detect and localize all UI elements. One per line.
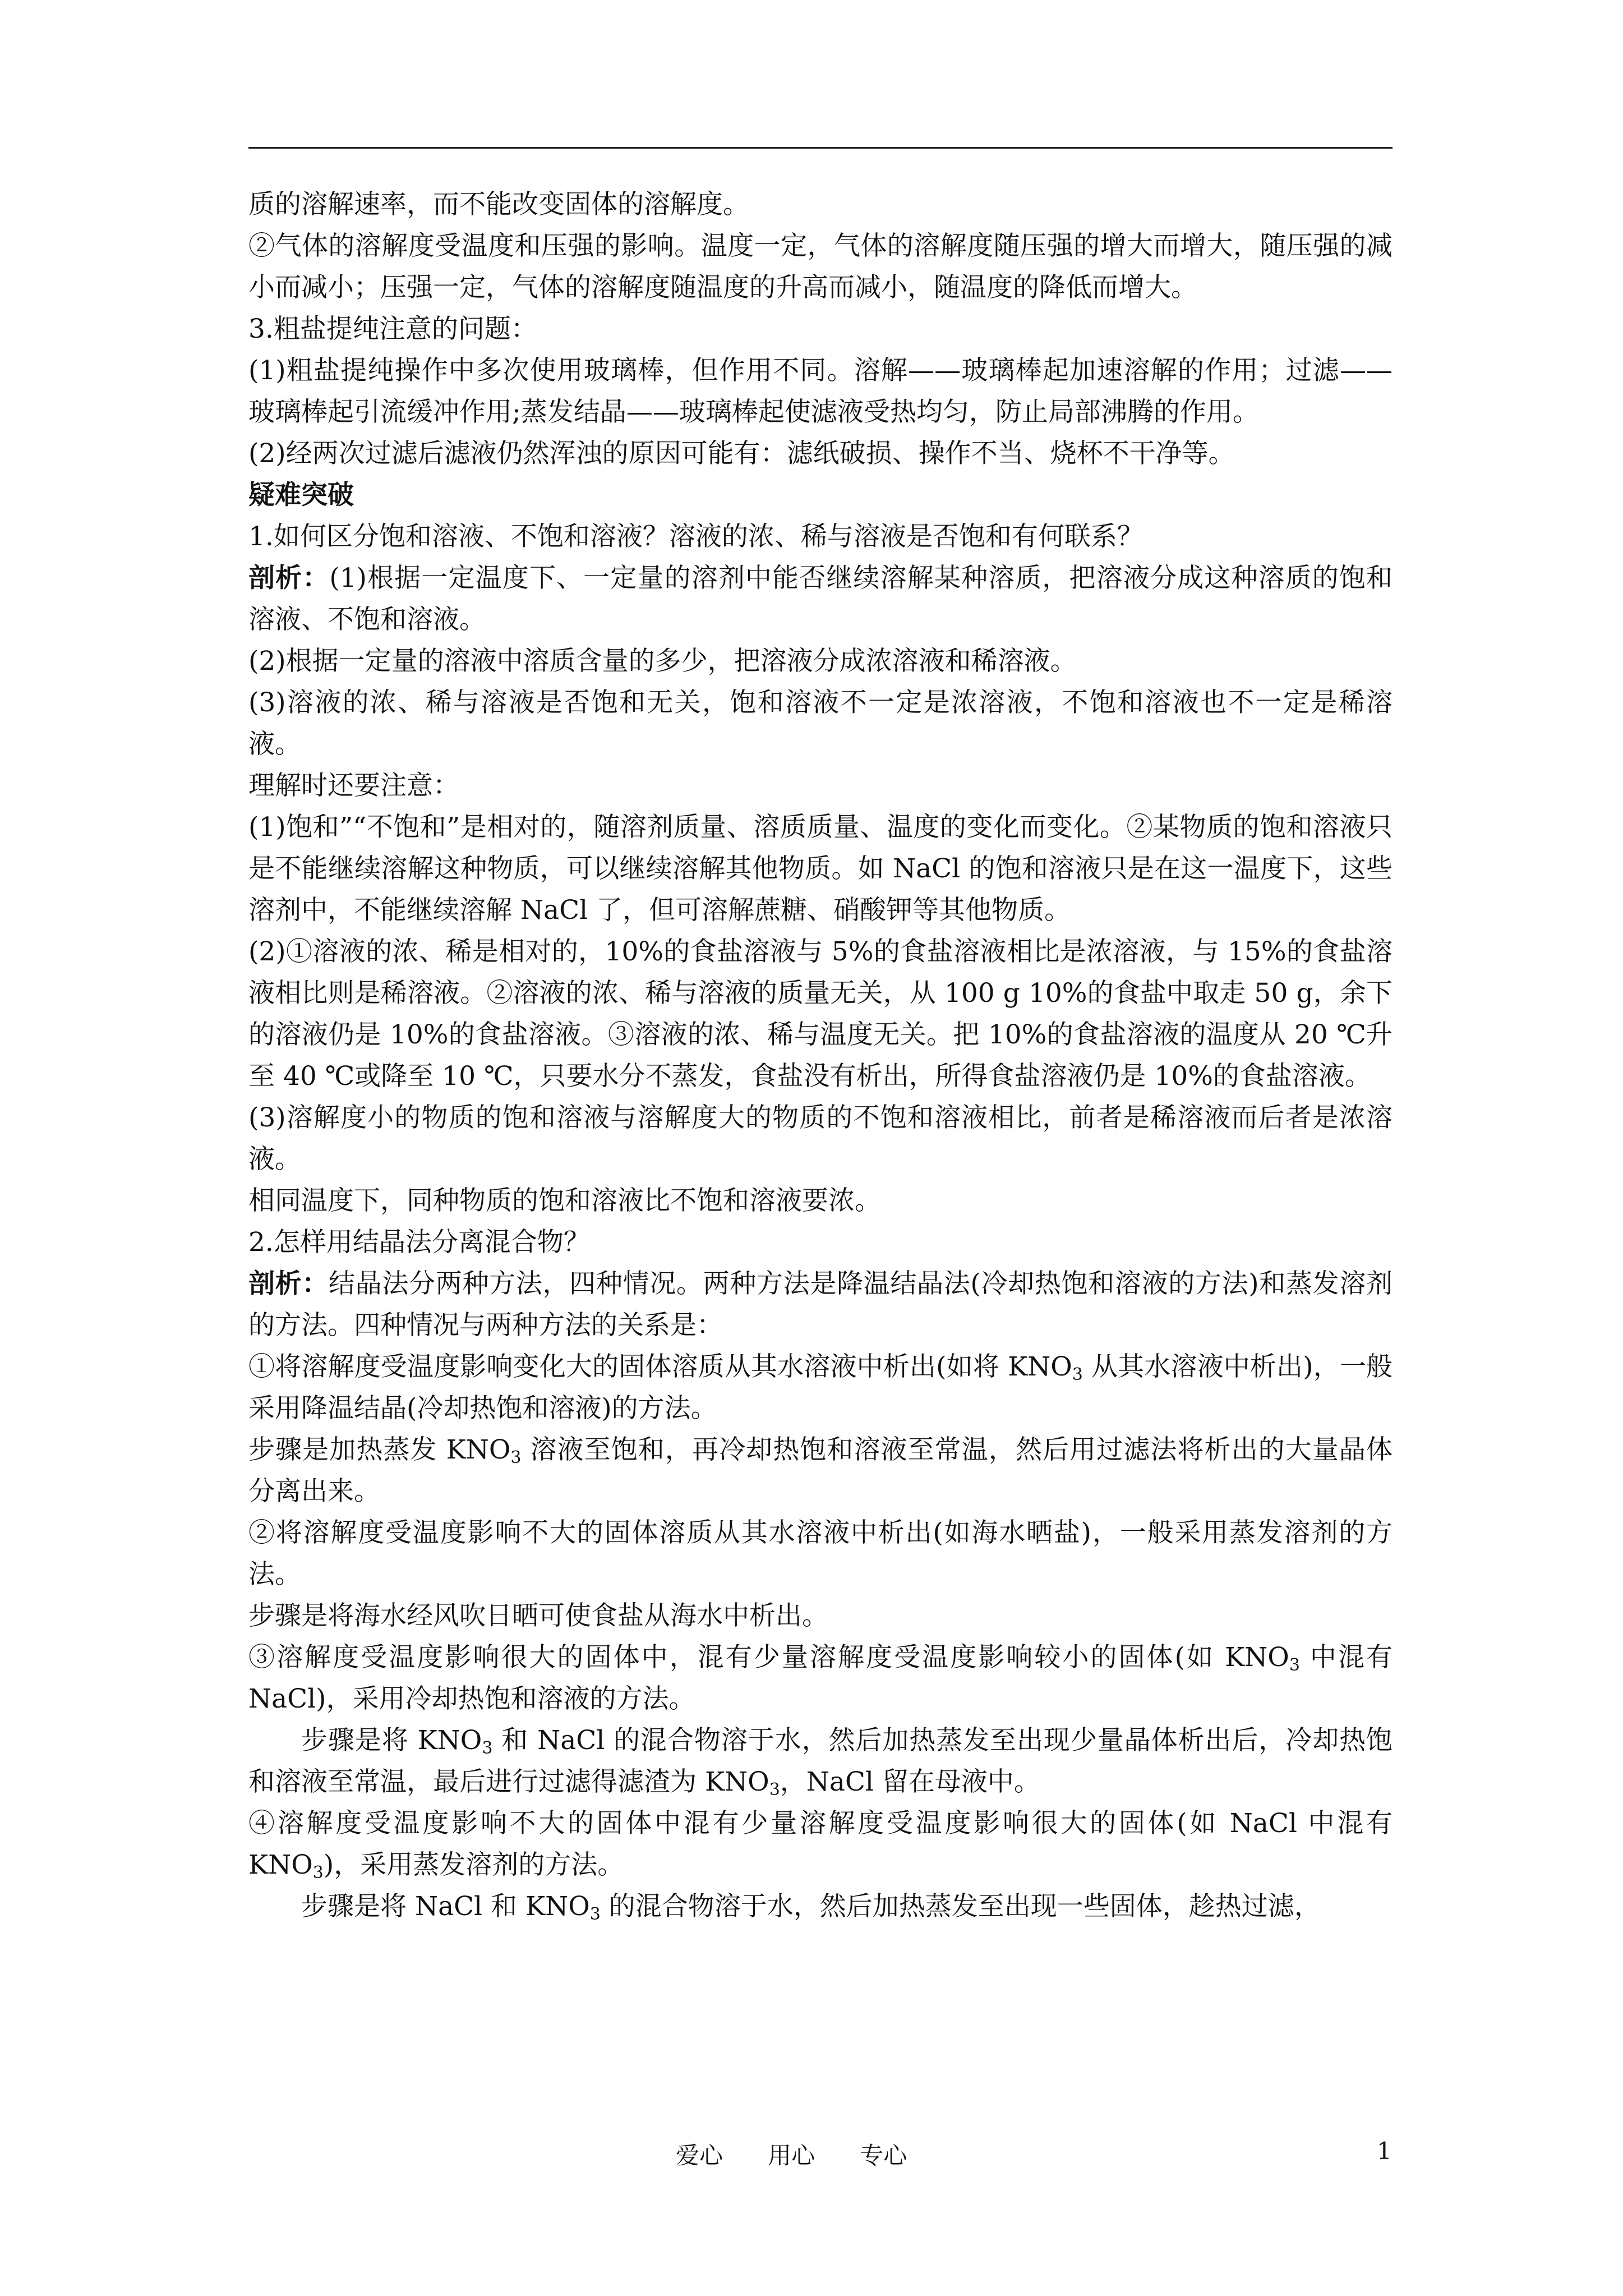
text-run: 中混有 NaCl)，采用冷却热饱和溶液的方法。 xyxy=(248,1642,1393,1714)
paragraph xyxy=(248,1429,1393,1512)
footer-text: 爱心 用心 专心 xyxy=(676,2142,907,2169)
text-run: 步骤是将 KNO xyxy=(301,1725,482,1756)
text-run: ④溶解度受温度影响不大的固体中混有少量溶解度受温度影响很大的固体(如 NaCl 中混有 KNO xyxy=(248,1808,1393,1880)
text-run: 的混合物溶于水，然后加热蒸发至出现一些固体，趁热过滤， xyxy=(600,1891,1321,1922)
text-run: )，采用蒸发溶剂的方法。 xyxy=(323,1849,624,1880)
paragraph: 步骤是将海水经风吹日晒可使食盐从海水中析出。 xyxy=(248,1600,828,1631)
paragraph: (1)粗盐提纯操作中多次使用玻璃棒，但作用不同。溶解——玻璃棒起加速溶解的作用；过滤——玻璃棒起引流缓冲作用;蒸发结晶——玻璃棒起使滤液受热均匀，防止局部沸腾的作用。 xyxy=(248,355,1393,427)
text-run: ③溶解度受温度影响很大的固体中，混有少量溶解度受温度影响较小的固体(如 KNO xyxy=(248,1642,1289,1673)
paragraph xyxy=(248,1346,1393,1429)
text-run: 步骤是加热蒸发 KNO xyxy=(248,1434,511,1465)
text-run: 和 NaCl 的混合物溶于水，然后加热蒸发至出现少量晶体析出后，冷却热饱和溶液至常温，最后进行过滤得滤渣为 KNO xyxy=(248,1725,1393,1797)
analysis-label: 剖析： xyxy=(248,1268,329,1299)
paragraph: (3)溶液的浓、稀与溶液是否饱和无关，饱和溶液不一定是浓溶液，不饱和溶液也不一定是稀溶液。 xyxy=(248,687,1393,760)
paragraph: 相同温度下，同种物质的饱和溶液比不饱和溶液要浓。 xyxy=(248,1185,881,1216)
subscript: 3 xyxy=(482,1738,493,1758)
text-run: 步骤是将 NaCl 和 KNO xyxy=(301,1891,590,1922)
document-body xyxy=(248,184,1393,1927)
text-run: ①将溶解度受温度影响变化大的固体溶质从其水溶液中析出(如将 KNO xyxy=(248,1351,1072,1382)
paragraph: (2)①溶液的浓、稀是相对的，10%的食盐溶液与 5%的食盐溶液相比是浓溶液，与 15%的食盐溶液相比则是稀溶液。②溶液的浓、稀与溶液的质量无关，从 100 g 10%的食盐中取走 50 g，余下的溶液仍是 10%的食盐溶液。③溶液的浓、稀与温度无关。把 10%的食盐溶液的温度从 20 ℃升至 40 ℃或降至 10 ℃，只要水分不蒸发，食盐没有析出，所得食盐溶液仍是 10%的食盐溶液。 xyxy=(248,936,1393,1092)
header-rule xyxy=(248,147,1393,149)
list-heading: 3.粗盐提纯注意的问题： xyxy=(248,314,537,344)
paragraph: 理解时还要注意： xyxy=(248,770,459,801)
paragraph: (1)饱和”“不饱和”是相对的，随溶剂质量、溶质质量、温度的变化而变化。②某物质的饱和溶液只是不能继续溶解这种物质，可以继续溶解其他物质。如 NaCl 的饱和溶液只是在这一温度下，这些溶剂中，不能继续溶解 NaCl 了，但可溶解蔗糖、硝酸钾等其他物质。 xyxy=(248,812,1393,926)
paragraph xyxy=(248,1720,1393,1803)
page-footer xyxy=(0,2137,1623,2171)
paragraph: 质的溶解速率，而不能改变固体的溶解度。 xyxy=(248,189,749,220)
paragraph: ②气体的溶解度受温度和压强的影响。温度一定，气体的溶解度随压强的增大而增大，随压强的减小而减小；压强一定，气体的溶解度随温度的升高而减小，随温度的降低而增大。 xyxy=(248,231,1393,303)
analysis-text: (1)根据一定温度下、一定量的溶剂中能否继续溶解某种溶质，把溶液分成这种溶质的饱和溶液、不饱和溶液。 xyxy=(248,563,1393,635)
subscript: 3 xyxy=(1289,1655,1300,1675)
question-1: 1.如何区分饱和溶液、不饱和溶液？溶液的浓、稀与溶液是否饱和有何联系？ xyxy=(248,521,1144,552)
text-run: 溶液至饱和，再冷却热饱和溶液至常温，然后用过滤法将析出的大量晶体分离出来。 xyxy=(248,1434,1393,1507)
section-heading: 疑难突破 xyxy=(248,480,354,510)
paragraph: (2)经两次过滤后滤液仍然浑浊的原因可能有：滤纸破损、操作不当、烧杯不干净等。 xyxy=(248,438,1235,469)
subscript: 3 xyxy=(1072,1365,1083,1384)
question-2: 2.怎样用结晶法分离混合物？ xyxy=(248,1227,590,1258)
analysis-text: 结晶法分两种方法，四种情况。两种方法是降温结晶法(冷却热饱和溶液的方法)和蒸发溶剂的方法。四种情况与两种方法的关系是： xyxy=(248,1268,1393,1341)
paragraph xyxy=(248,1886,1393,1927)
paragraph: (2)根据一定量的溶液中溶质含量的多少，把溶液分成浓溶液和稀溶液。 xyxy=(248,646,1077,677)
analysis-2 xyxy=(248,1263,1393,1346)
paragraph: (3)溶解度小的物质的饱和溶液与溶解度大的物质的不饱和溶液相比，前者是稀溶液而后者是浓溶液。 xyxy=(248,1102,1393,1175)
subscript: 3 xyxy=(312,1863,324,1883)
analysis-1 xyxy=(248,558,1393,641)
subscript: 3 xyxy=(769,1780,780,1800)
text-run: 从其水溶液中析出)，一般采用降温结晶(冷却热饱和溶液)的方法。 xyxy=(248,1351,1393,1424)
text-run: ，NaCl 留在母液中。 xyxy=(780,1766,1040,1797)
paragraph: ②将溶解度受温度影响不大的固体溶质从其水溶液中析出(如海水晒盐)，一般采用蒸发溶剂的方法。 xyxy=(248,1517,1393,1590)
page-number: 1 xyxy=(1377,2137,1392,2165)
analysis-label: 剖析： xyxy=(248,563,330,593)
subscript: 3 xyxy=(589,1904,601,1924)
paragraph xyxy=(248,1637,1393,1720)
subscript: 3 xyxy=(510,1448,522,1467)
paragraph xyxy=(248,1803,1393,1886)
